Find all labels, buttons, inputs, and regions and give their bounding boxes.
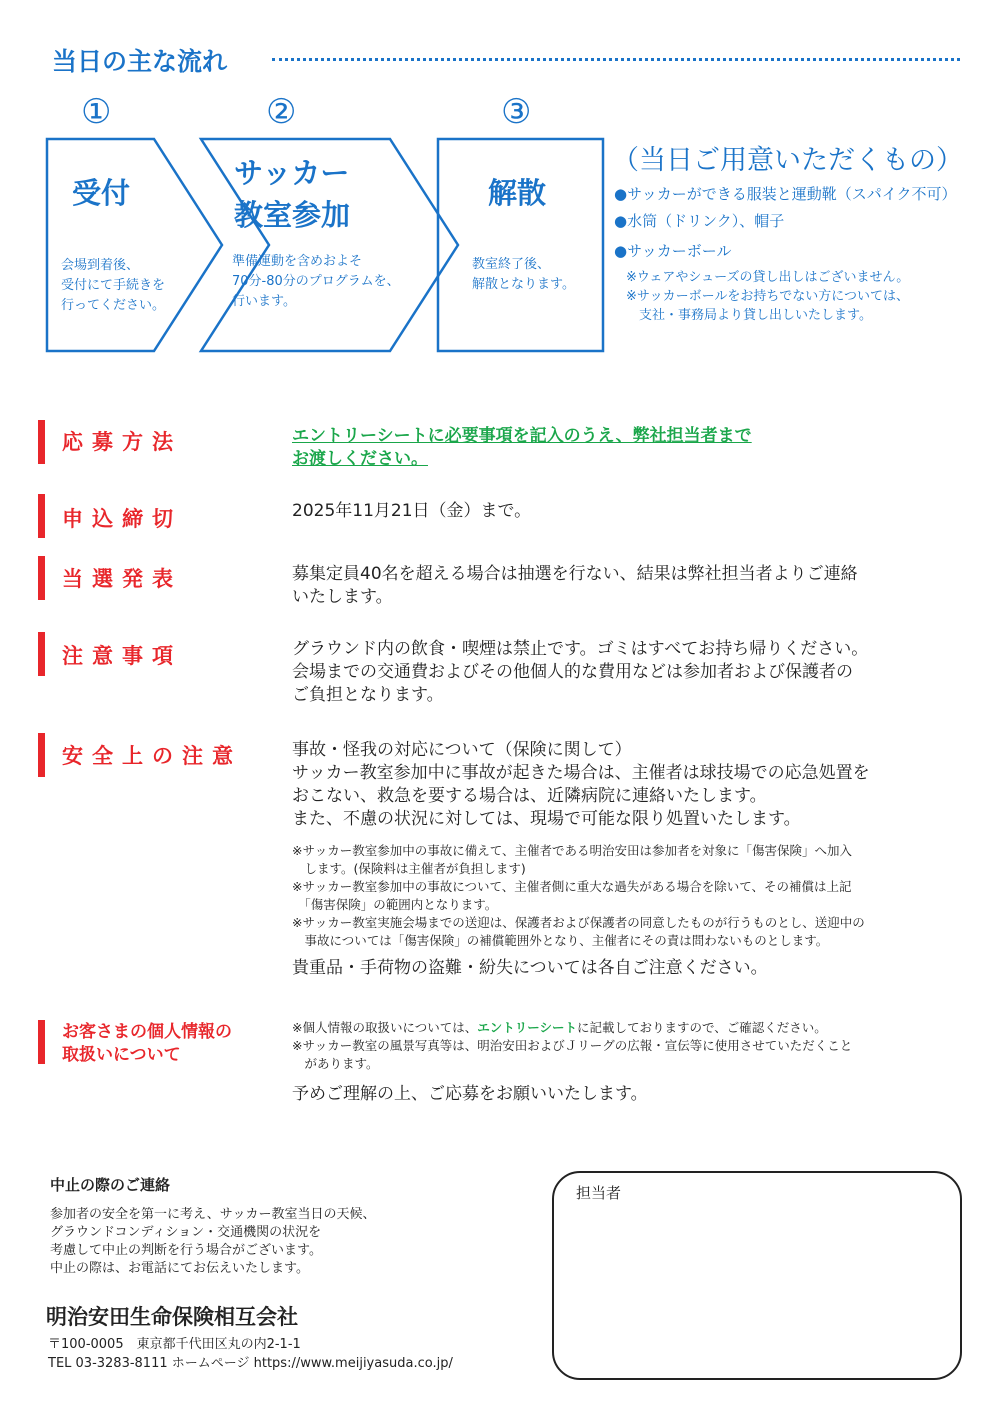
step-1-box [47,139,222,351]
company-name: 明治安田生命保険相互会社 [46,1305,298,1329]
item-clothes: ●サッカーができる服装と運動靴（スパイク不可） [614,185,957,203]
privacy-label: お客さまの個人情報の 取扱いについて [62,1022,232,1065]
safety-text: 事故・怪我の対応について（保険に関して） サッカー教室参加中に事故が起きた場合は、主催者は球技場での応急処置を おこない、救急を要する場合は、近隣病院に連絡いたします。 また、不慮の状況に対しては、現場で可能な限り処置いたします。 [292,740,870,829]
items-title: （当日ご用意いただくもの） [612,145,963,176]
cancel-desc: 参加者の安全を第一に考え、サッカー教室当日の天候、 グラウンドコンディション・交通機関の状況を 考慮して中止の判断を行う場合がございます。 中止の際は、お電話にてお伝えいたします。 [50,1207,376,1276]
privacy-closing-text: 予めご理解の上、ご応募をお願いいたします。 [292,1084,648,1104]
item-soccer-ball: ●サッカーボール [614,242,732,260]
deadline-label: 申込締切 [62,507,182,531]
privacy-notes: ※個人情報の取扱いについては、エントリーシートに記載しておりますので、ご確認ください。 ※サッカー教室の風景写真等は、明治安田およびＪリーグの広報・宣伝等に使用させていただくこと があります。 [292,1020,853,1071]
step-1-number: ① [81,92,112,132]
step-3-desc: 教室終了後、 解散となります。 [472,257,575,292]
company-address-block [48,1335,453,1373]
deadline-bar [38,494,45,538]
company-contact: TEL 03-3283-8111 ホームページ https://www.meijiyasuda.co.jp/ [48,1356,453,1371]
step-2-number: ② [266,92,297,132]
cancel-title: 中止の際のご連絡 [50,1176,171,1194]
caution-text: グラウンド内の飲食・喫煙は禁止です。ゴミはすべてお持ち帰りください。 会場までの交通費およびその他個人的な費用などは参加者および保護者の ご負担となります。 [292,639,869,705]
safety-notes: ※サッカー教室参加中の事故に備えて、主催者である明治安田は参加者を対象に「傷害保険」へ加入 します。(保険料は主催者が負担します) ※サッカー教室参加中の事故について、主催者側に重大な過失がある場合を除いて、その補償は上記 「傷害保険」の範囲内となります。 ※サッカー教室実施会場までの送迎は、保護者および保護者の同意したものが行うものとし、送迎中の 事故については「傷害保険」の補償範囲外となり、主催者にその責は問わないものとします。 [292,843,865,948]
safety-bar [38,733,45,777]
entry-sheet-highlight: エントリーシート [477,1020,577,1035]
step-1-head: 受付 [72,176,131,210]
flow-title: 当日の主な流れ [52,47,228,76]
result-text: 募集定員40名を超える場合は抽選を行ない、結果は弊社担当者よりご連絡 いたします。 [292,564,858,607]
staff-label: 担当者 [576,1184,622,1202]
deadline-text: 2025年11月21日（金）まで。 [292,501,532,521]
step-2-head: サッカー 教室参加 [234,156,351,232]
company-address: 〒100-0005 東京都千代田区丸の内2-1-1 [48,1337,301,1352]
apply-text: エントリーシートに必要事項を記入のうえ、弊社担当者まで お渡しください。 [292,426,752,469]
caution-bar [38,632,45,676]
safety-valuables-text: 貴重品・手荷物の盗難・紛失については各自ご注意ください。 [292,958,768,978]
result-bar [38,556,45,600]
apply-bar [38,420,45,464]
step-3-box [438,139,603,351]
privacy-bar [38,1020,45,1064]
apply-label: 応募方法 [62,430,182,454]
result-label: 当選発表 [62,567,182,591]
step-3-head: 解散 [488,176,547,210]
step-3-number: ③ [501,92,532,132]
step-1-desc: 会場到着後、 受付にて手続きを 行ってください。 [61,258,166,313]
items-notes: ※ウェアやシューズの貸し出しはございません。 ※サッカーボールをお持ちでない方については、 支社・事務局より貸し出しいたします。 [626,270,910,323]
item-water-bottle: ●水筒（ドリンク）、帽子 [614,212,785,230]
safety-label: 安全上の注意 [62,744,242,768]
caution-label: 注意事項 [62,644,182,668]
step-2-desc: 準備運動を含めおよそ 70分-80分のプログラムを、 行います。 [232,254,400,309]
